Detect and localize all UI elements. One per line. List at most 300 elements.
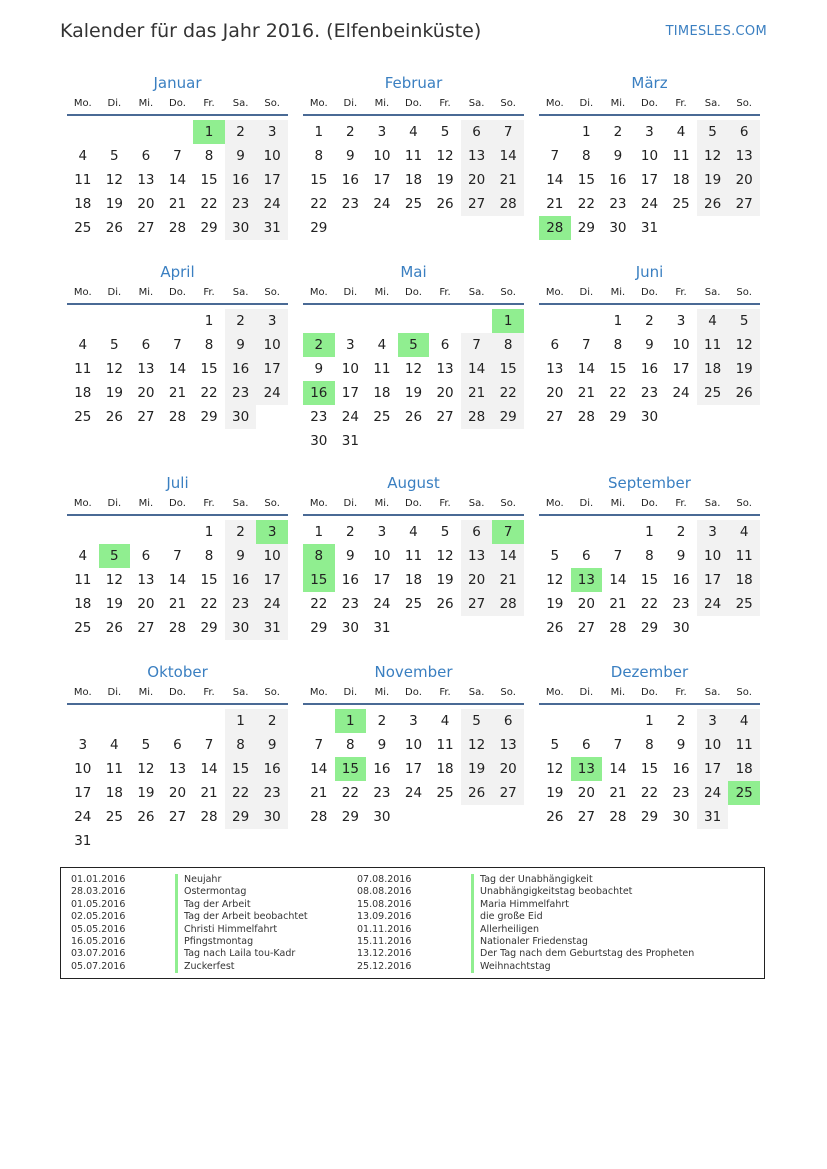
day-cell: 2 [377,713,387,729]
day-cell: 15 [640,572,659,588]
weekday-label: Sa. [232,287,249,298]
day-cell: 9 [346,148,355,164]
day-cell: 8 [204,148,214,164]
day-cell: 21 [546,196,564,212]
brand-link[interactable]: TIMESLES.COM [665,24,767,39]
day-cell: 1 [645,713,654,729]
day-cell: 25 [74,620,92,636]
weekday-label: Mo. [545,98,564,109]
weekday-label: Sa. [468,498,485,509]
day-cell: 1 [225,709,257,733]
day-cell: 19 [436,572,454,588]
day-cell: 17 [256,568,288,592]
day-cell: 10 [373,548,391,564]
weekday-label: So. [500,687,516,698]
day-cell: 23 [672,596,690,612]
holiday-name: Christi Himmelfahrt [175,924,308,936]
day-cell: 8 [613,337,623,353]
day-cell: 1 [314,124,324,140]
day-cell: 24 [672,385,690,401]
month-september [539,472,760,640]
day-cell: 2 [225,520,257,544]
day-cell: 25 [105,809,123,825]
day-cell: 2 [225,120,257,144]
day-cell: 28 [492,592,524,616]
weekday-label: Do. [169,287,186,298]
weekday-label: Fr. [675,287,687,298]
day-cell: 26 [436,196,454,212]
day-cell: 22 [640,785,659,801]
day-grid [303,520,524,640]
day-cell: 2 [346,524,355,540]
holiday-name: Tag der Arbeit beobachtet [175,911,308,923]
day-cell: 18 [436,761,454,777]
day-cell: 19 [105,196,123,212]
empty-cell [303,309,335,333]
legend-names-left [175,874,308,973]
holiday-date: 15.11.2016 [357,935,412,947]
day-cell: 28 [461,405,493,429]
day-cell: 20 [577,785,595,801]
day-cell: 31 [256,616,288,640]
day-cell: 3 [409,713,418,729]
day-cell: 28 [168,620,187,636]
day-cell: 9 [346,548,355,564]
day-cell: 12 [546,572,564,588]
holiday-name: Unabhängigkeitstag beobachtet [471,886,694,898]
day-cell: 7 [492,120,524,144]
day-cell: 18 [74,596,92,612]
weekday-label: Mi. [610,98,626,109]
day-cell: 13 [728,144,760,168]
holiday-date: 25.12.2016 [357,960,412,972]
day-cell: 29 [200,620,218,636]
day-cell: 23 [609,196,627,212]
day-cell: 20 [461,568,493,592]
legend-names-right [471,874,694,973]
weekday-label: So. [736,98,752,109]
month-name: Oktober [147,663,208,681]
day-cell: 19 [546,596,564,612]
weekday-label: Fr. [203,498,215,509]
day-cell: 30 [640,409,659,425]
day-cell: 31 [341,433,359,449]
day-cell: 8 [645,737,654,753]
day-cell: 3 [676,313,686,329]
weekday-header [67,496,288,516]
day-cell: 8 [204,337,214,353]
month-dezember [539,661,760,829]
holiday-name: Allerheiligen [471,924,694,936]
day-cell: 21 [492,168,524,192]
day-cell: 11 [105,761,123,777]
day-cell: 6 [582,737,591,753]
day-grid [67,520,288,640]
weekday-label: Mi. [138,498,154,509]
day-cell: 3 [256,120,288,144]
day-cell: 22 [577,196,595,212]
weekday-label: Fr. [439,287,451,298]
weekday-label: So. [500,287,516,298]
weekday-label: Fr. [203,687,215,698]
weekday-label: Sa. [704,498,721,509]
empty-cell [130,120,162,144]
day-cell: 25 [697,381,729,405]
day-cell: 28 [168,220,187,236]
day-cell: 12 [436,148,454,164]
day-cell: 8 [492,333,524,357]
day-cell: 2 [676,713,686,729]
empty-cell [539,520,571,544]
day-cell: 22 [341,785,359,801]
day-cell: 2 [346,124,355,140]
day-cell: 22 [310,196,328,212]
holiday-date: 03.07.2016 [71,948,126,960]
weekday-label: Di. [343,98,358,109]
day-cell: 9 [676,737,686,753]
day-cell: 26 [105,409,123,425]
day-cell: 31 [74,833,92,849]
day-cell: 27 [168,809,187,825]
day-cell: 21 [492,568,524,592]
empty-cell [602,520,634,544]
day-cell: 12 [546,761,564,777]
month-februar [303,72,524,240]
day-cell: 1 [582,124,591,140]
weekday-label: Fr. [439,98,451,109]
weekday-label: Sa. [232,98,249,109]
day-cell: 9 [256,733,288,757]
day-cell: 30 [256,805,288,829]
day-cell: 27 [728,192,760,216]
day-cell: 31 [373,620,391,636]
weekday-label: Mo. [545,287,564,298]
day-cell: 26 [105,220,123,236]
holiday-date: 13.12.2016 [357,948,412,960]
day-cell: 21 [200,785,218,801]
day-cell: 19 [105,385,123,401]
empty-cell [67,309,99,333]
weekday-label: So. [500,498,516,509]
day-cell: 9 [613,148,623,164]
day-cell: 6 [440,337,450,353]
day-cell: 5 [440,124,450,140]
day-cell: 19 [728,357,760,381]
weekday-header [539,285,760,305]
holiday-name: Tag der Unabhängigkeit [471,874,694,886]
month-name: Januar [153,74,202,92]
empty-cell [335,309,367,333]
day-cell: 9 [645,337,654,353]
empty-cell [162,520,194,544]
day-grid [303,309,524,453]
empty-cell [130,520,162,544]
weekday-label: Mo. [73,687,92,698]
weekday-label: Fr. [675,98,687,109]
day-cell: 22 [640,596,659,612]
day-cell: 20 [492,757,524,781]
day-grid [539,520,760,640]
day-cell: 30 [373,809,391,825]
day-cell: 16 [225,568,257,592]
weekday-header [303,96,524,116]
day-cell: 3 [697,709,729,733]
day-cell: 2 [225,309,257,333]
weekday-label: Fr. [439,498,451,509]
day-cell: 27 [577,620,595,636]
day-cell: 2 [613,124,623,140]
holiday-day-cell: 28 [539,216,571,240]
day-cell: 17 [697,757,729,781]
day-cell: 17 [697,568,729,592]
day-cell: 13 [137,361,155,377]
day-cell: 7 [173,548,182,564]
day-cell: 23 [640,385,659,401]
month-januar [67,72,288,240]
day-grid [67,120,288,240]
empty-cell [162,709,194,733]
weekday-label: Mi. [138,98,154,109]
day-cell: 14 [492,544,524,568]
day-cell: 23 [373,785,391,801]
page-title: Kalender für das Jahr 2016. (Elfenbeinküste) [60,20,482,42]
day-cell: 13 [137,572,155,588]
weekday-label: So. [736,287,752,298]
day-cell: 1 [645,524,654,540]
month-name: Februar [384,74,443,92]
weekday-label: Mo. [309,98,328,109]
weekday-label: Do. [641,287,658,298]
holiday-day-cell: 8 [303,544,335,568]
day-cell: 23 [341,196,359,212]
holiday-day-cell: 15 [335,757,367,781]
day-cell: 25 [436,785,454,801]
day-cell: 19 [436,172,454,188]
day-cell: 4 [440,713,450,729]
weekday-label: Mo. [73,498,92,509]
weekday-label: Mo. [73,98,92,109]
day-cell: 7 [204,737,214,753]
day-cell: 11 [404,148,423,164]
day-cell: 12 [137,761,155,777]
weekday-label: Fr. [203,287,215,298]
day-cell: 18 [74,196,92,212]
day-cell: 16 [256,757,288,781]
day-cell: 19 [697,168,729,192]
day-cell: 8 [582,148,591,164]
holiday-day-cell: 15 [303,568,335,592]
weekday-label: So. [736,498,752,509]
weekday-label: Do. [641,687,658,698]
day-cell: 20 [728,168,760,192]
day-cell: 17 [341,385,359,401]
empty-cell [366,309,398,333]
weekday-header [539,685,760,705]
day-cell: 9 [377,737,387,753]
holiday-name: Nationaler Friedenstag [471,936,694,948]
day-cell: 7 [173,337,182,353]
day-cell: 16 [341,172,359,188]
empty-cell [571,309,603,333]
day-cell: 10 [672,337,690,353]
day-cell: 24 [341,409,359,425]
day-cell: 28 [310,809,328,825]
day-cell: 17 [74,785,92,801]
day-grid [539,709,760,829]
empty-cell [539,709,571,733]
day-cell: 5 [440,524,450,540]
day-cell: 10 [404,737,423,753]
weekday-label: Di. [107,287,122,298]
empty-cell [99,520,131,544]
weekday-label: Di. [343,687,358,698]
day-cell: 14 [577,361,595,377]
holiday-day-cell: 3 [256,520,288,544]
day-cell: 21 [310,785,328,801]
day-cell: 5 [141,737,151,753]
month-juni [539,261,760,429]
day-cell: 22 [225,781,257,805]
day-cell: 25 [404,596,423,612]
day-cell: 8 [346,737,355,753]
legend-dates-left [71,874,125,973]
day-cell: 18 [373,385,391,401]
day-cell: 27 [137,220,155,236]
day-cell: 17 [373,572,391,588]
day-cell: 26 [404,409,423,425]
weekday-label: Sa. [232,498,249,509]
day-cell: 13 [168,761,187,777]
holiday-day-cell: 1 [335,709,367,733]
day-cell: 1 [314,524,324,540]
day-cell: 6 [550,337,560,353]
day-cell: 28 [492,192,524,216]
holiday-name: Maria Himmelfahrt [471,899,694,911]
day-cell: 14 [168,361,187,377]
empty-cell [67,709,99,733]
day-cell: 21 [168,385,187,401]
day-cell: 17 [373,172,391,188]
day-cell: 3 [346,337,355,353]
day-cell: 20 [137,385,155,401]
day-cell: 7 [582,337,591,353]
month-august [303,472,524,640]
day-cell: 3 [78,737,88,753]
day-cell: 30 [225,216,257,240]
holiday-date: 01.11.2016 [357,923,412,935]
day-cell: 18 [404,572,423,588]
day-cell: 5 [728,309,760,333]
day-cell: 29 [310,220,328,236]
month-oktober [67,661,288,853]
weekday-header [67,96,288,116]
weekday-label: Di. [343,287,358,298]
weekday-label: Di. [107,687,122,698]
empty-cell [99,309,131,333]
empty-cell [162,120,194,144]
day-cell: 10 [373,148,391,164]
day-grid [67,709,288,853]
day-cell: 13 [137,172,155,188]
weekday-header [303,496,524,516]
day-cell: 12 [105,172,123,188]
day-cell: 11 [672,148,690,164]
holiday-day-cell: 7 [492,520,524,544]
day-cell: 26 [546,809,564,825]
day-cell: 16 [341,572,359,588]
day-cell: 11 [728,544,760,568]
day-cell: 16 [672,761,690,777]
weekday-label: Do. [405,498,422,509]
day-cell: 14 [310,761,328,777]
weekday-label: Mi. [610,687,626,698]
weekday-label: Mi. [374,687,390,698]
day-cell: 15 [609,361,627,377]
weekday-label: So. [264,498,280,509]
day-cell: 17 [256,168,288,192]
day-cell: 28 [609,620,627,636]
holiday-date: 02.05.2016 [71,911,126,923]
day-cell: 21 [577,385,595,401]
day-cell: 13 [492,733,524,757]
legend-dates-right [357,874,411,973]
day-cell: 18 [105,785,123,801]
day-cell: 3 [377,524,387,540]
holiday-name: Tag der Arbeit [175,899,308,911]
day-cell: 5 [550,548,560,564]
empty-cell [429,309,461,333]
day-cell: 9 [225,544,257,568]
day-cell: 24 [697,781,729,805]
day-cell: 18 [728,757,760,781]
weekday-label: Mo. [309,287,328,298]
day-cell: 26 [436,596,454,612]
day-cell: 4 [78,148,88,164]
day-cell: 25 [373,409,391,425]
day-cell: 26 [461,781,493,805]
day-cell: 21 [609,785,627,801]
day-cell: 10 [74,761,92,777]
holiday-name: Der Tag nach dem Geburtstag des Propheten [471,948,694,960]
day-cell: 15 [577,172,595,188]
holiday-day-cell: 25 [728,781,760,805]
day-cell: 21 [609,596,627,612]
weekday-label: Di. [343,498,358,509]
weekday-label: Mi. [374,98,390,109]
holiday-date: 15.08.2016 [357,898,412,910]
day-cell: 18 [672,172,690,188]
weekday-header [67,685,288,705]
day-cell: 30 [609,220,627,236]
day-grid [303,120,524,240]
weekday-label: Di. [579,687,594,698]
day-cell: 27 [461,192,493,216]
day-cell: 4 [78,548,88,564]
day-cell: 14 [461,357,493,381]
day-cell: 16 [225,357,257,381]
day-cell: 17 [256,357,288,381]
day-cell: 8 [645,548,654,564]
weekday-label: Mi. [138,287,154,298]
day-cell: 11 [373,361,391,377]
holiday-date: 05.05.2016 [71,923,126,935]
day-cell: 25 [404,196,423,212]
day-cell: 9 [225,144,257,168]
weekday-label: Di. [579,98,594,109]
weekday-label: Fr. [439,687,451,698]
day-cell: 8 [204,548,214,564]
day-cell: 11 [728,733,760,757]
